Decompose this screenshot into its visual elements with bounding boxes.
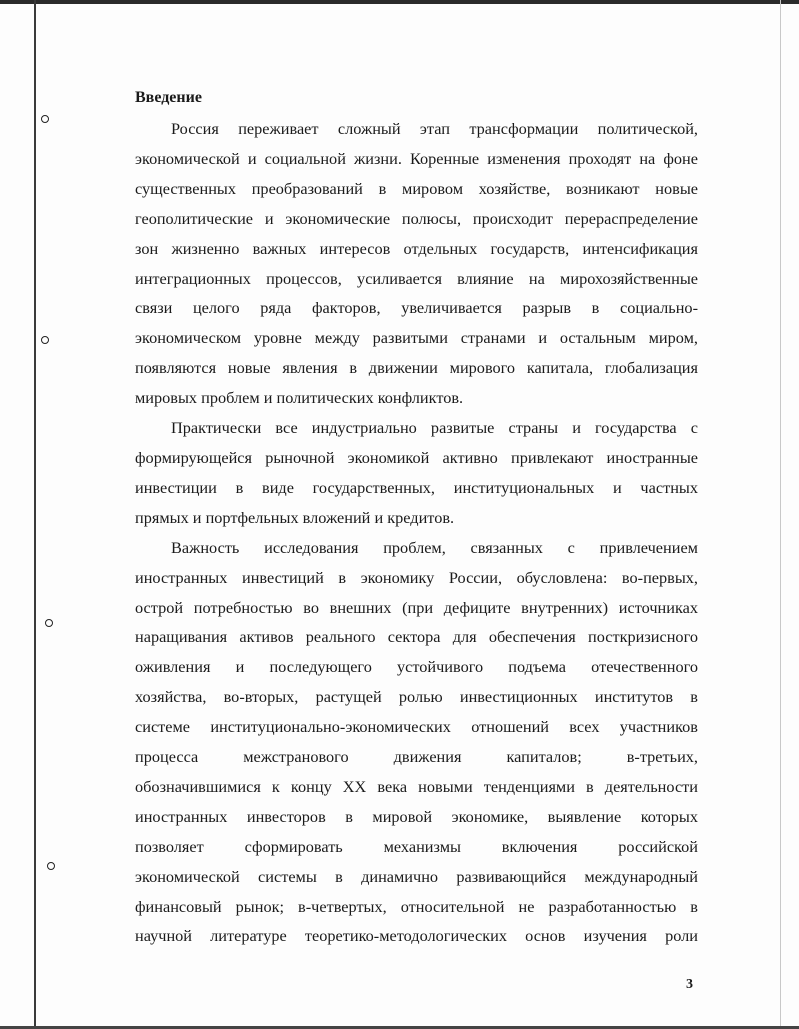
text-line: экономической и социальной жизни. Коренные изменения проходят на фоне [135,148,698,168]
text-line: экономическом уровне между развитыми странами и остальным миром, [135,328,698,348]
text-line: инвестиции в виде государственных, институциональных и частных [135,477,698,497]
punch-hole-icon [41,336,49,344]
text-line: позволяет сформировать механизмы включения российской [135,836,698,856]
text-line: наращивания активов реального сектора для обеспечения посткризисного [135,627,698,647]
text-line: иностранных инвесторов в мировой экономике, выявление которых [135,806,698,826]
text-line: формирующейся рыночной экономикой активно привлекают иностранные [135,447,698,467]
page-number: 3 [686,977,693,992]
page-top-edge [0,0,799,4]
text-line: Важность исследования проблем, связанных с привлечением [171,537,698,557]
paragraph-2 [135,413,698,533]
text-line: системе институционально-экономических отношений всех участников [135,717,698,737]
text-line: геополитические и экономические полюсы, происходит перераспределение [135,208,698,228]
text-line: появляются новые явления в движении мирового капитала, глобализация [135,358,698,378]
text-line: экономической системы в динамично развивающийся международный [135,866,698,886]
punch-hole-icon [41,115,49,123]
paragraph-3 [135,533,698,952]
paragraph-1 [135,114,698,413]
text-line: обозначившимися к концу XX века новыми тенденциями в деятельности [135,776,698,796]
text-line: прямых и портфельных вложений и кредитов. [135,507,455,527]
section-heading: Введение [135,89,202,106]
text-line: связи целого ряда факторов, увеличивается разрыв в социально- [135,298,698,318]
text-line: зон жизненно важных интересов отдельных государств, интенсификация [135,238,698,258]
text-line: хозяйства, во-вторых, растущей ролью инвестиционных институтов в [135,687,698,707]
punch-hole-icon [47,862,55,870]
text-line: иностранных инвестиций в экономику России, обусловлена: во-первых, [135,567,698,587]
page-right-edge [780,0,781,1029]
document-body [135,84,698,951]
page-left-edge [34,0,36,1029]
text-line: интеграционных процессов, усиливается влияние на мирохозяйственные [135,268,698,288]
text-line: научной литературе теоретико-методологических основ изучения роли [135,926,698,946]
text-line: Россия переживает сложный этап трансформации политической, [171,119,698,138]
text-line: существенных преобразований в мировом хозяйстве, возникают новые [135,178,698,198]
text-line: оживления и последующего устойчивого подъема отечественного [135,657,698,677]
text-line: финансовый рынок; в-четвертых, относительной не разработанностью в [135,896,698,916]
punch-hole-icon [45,619,53,627]
text-line: мировых проблем и политических конфликтов. [135,388,464,408]
text-line: процесса межстранового движения капиталов; в-третьих, [135,747,698,767]
text-line: Практически все индустриально развитые страны и государства с [171,418,698,438]
text-line: острой потребностью во внешних (при дефиците внутренних) источниках [135,597,698,617]
